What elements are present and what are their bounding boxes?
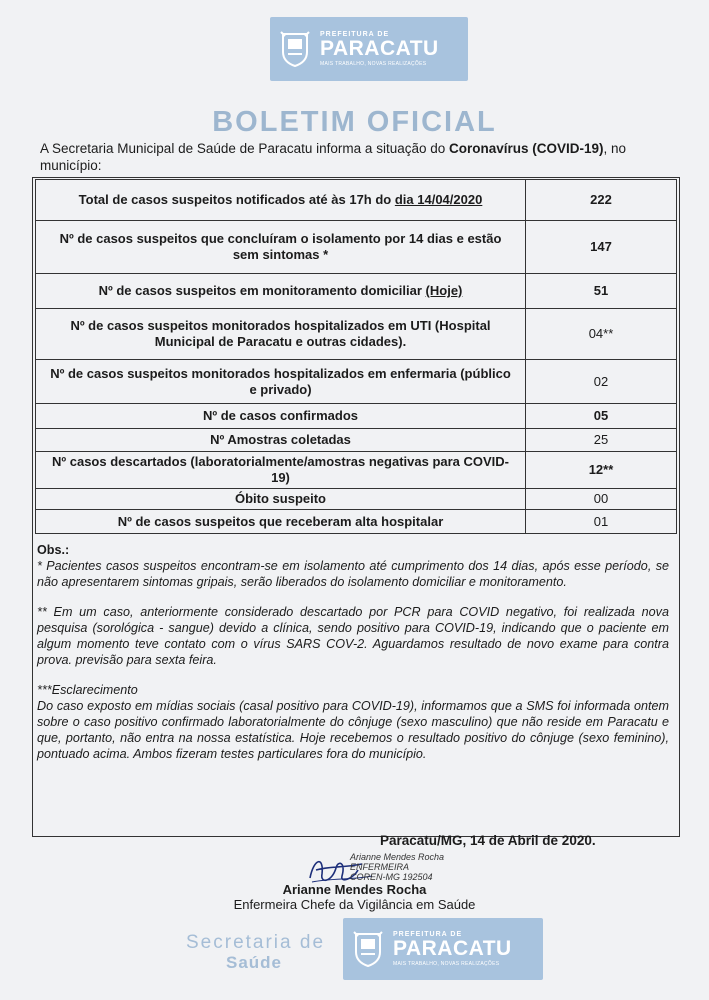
table-row: [36, 274, 677, 309]
row-value: 25: [526, 429, 677, 452]
stamp-role: ENFERMEIRA: [350, 862, 410, 872]
signer-name: Arianne Mendes Rocha: [282, 882, 427, 897]
coat-of-arms-icon: [278, 29, 312, 69]
row-value: 02: [526, 360, 677, 404]
row-label: [36, 180, 526, 221]
row-label-text: Nº de casos suspeitos monitorados hospitalizados em UTI (Hospital Municipal de Paracatu e outras cidades).: [70, 318, 491, 349]
obs-note-3-heading: ***Esclarecimento: [37, 683, 138, 697]
obs-note-2: ** Em um caso, anteriormente considerado descartado por PCR para COVID negativo, foi realizada nova pesquisa (sorológica - sangue) devido a clínica, sendo positivo para COVID-19, indicando que o paciente em algum momento teve contato com o vírus SARS COV-2. Aguardamos resultado de novo exame para contra prova. previsão para sexta feira.: [37, 605, 669, 667]
row-value: 05: [526, 404, 677, 429]
logo-prefix: PREFEITURA DE: [320, 31, 390, 38]
prefeitura-logo-top: [270, 17, 468, 81]
logo-city: PARACATU: [320, 37, 439, 60]
intro-text-end: , no município:: [40, 141, 627, 173]
row-value: 12**: [526, 452, 677, 489]
row-label: [36, 274, 526, 309]
row-label-underlined: dia 14/04/2020: [394, 192, 483, 207]
row-label-text: Nº de casos suspeitos em monitoramento domiciliar: [98, 283, 426, 298]
table-row: [36, 452, 677, 489]
row-value: 51: [526, 274, 677, 309]
row-label-text: Nº Amostras coletadas: [210, 432, 351, 447]
row-label: [36, 404, 526, 429]
table-row: [36, 510, 677, 534]
row-label: [36, 221, 526, 274]
obs-note-1: * Pacientes casos suspeitos encontram-se em isolamento até cumprimento dos 14 dias, após esse período, se não apresentarem sintomas gripais, serão liberados do isolamento domiciliar e monitoramento.: [37, 559, 669, 589]
table-row: [36, 309, 677, 360]
table-row: [36, 221, 677, 274]
table-row: [36, 489, 677, 510]
professional-stamp: [350, 852, 444, 882]
row-value: 222: [526, 180, 677, 221]
logo-slogan: MAIS TRABALHO, NOVAS REALIZAÇÕES: [393, 961, 500, 967]
intro-text: A Secretaria Municipal de Saúde de Paracatu informa a situação do: [40, 141, 449, 156]
secretaria-line1: Secretaria de: [186, 932, 326, 953]
row-label: [36, 510, 526, 534]
coat-of-arms-icon: [351, 929, 385, 969]
table-row: [36, 360, 677, 404]
row-label: [36, 452, 526, 489]
document-title: BOLETIM OFICIAL: [212, 106, 497, 138]
row-value: 01: [526, 510, 677, 534]
row-value: 00: [526, 489, 677, 510]
signer-role: Enfermeira Chefe da Vigilância em Saúde: [233, 897, 476, 912]
row-label: [36, 309, 526, 360]
row-label: [36, 360, 526, 404]
stamp-registration: COREN-MG 192504: [350, 872, 433, 882]
row-value: 04**: [526, 309, 677, 360]
row-label-text: Nº de casos confirmados: [202, 408, 359, 423]
obs-heading: Obs.:: [37, 543, 70, 557]
row-label-text: Total de casos suspeitos notificados até às 17h do: [78, 192, 395, 207]
intro-paragraph: [40, 140, 680, 174]
secretaria-saude-logo: [186, 933, 325, 973]
table-row: [36, 404, 677, 429]
row-label-text: Nº de casos suspeitos que concluíram o isolamento por 14 dias e estão sem sintomas *: [59, 231, 502, 262]
secretaria-line2: Saúde: [226, 953, 283, 972]
logo-slogan: MAIS TRABALHO, NOVAS REALIZAÇÕES: [320, 61, 427, 67]
intro-highlight: Coronavírus (COVID-19): [449, 141, 604, 156]
stamp-name: Arianne Mendes Rocha: [350, 852, 445, 862]
row-label: [36, 429, 526, 452]
row-label: [36, 489, 526, 510]
table-row: [36, 180, 677, 221]
row-label-text: Óbito suspeito: [235, 491, 326, 506]
obs-note-3: Do caso exposto em mídias sociais (casal positivo para COVID-19), informamos que a SMS foi informada ontem sobre o caso positivo confirmado laboratorialmente do cônjuge (sexo masculino) que não reside em Paracatu e que, portanto, não entra na nossa estatística. Hoje recebemos o resultado positivo do cônjuge (sexo feminino), pontuado acima. Ambos fizeram testes particulares fora do município.: [37, 699, 669, 761]
row-label-text: Nº casos descartados (laboratorialmente/amostras negativas para COVID-19): [51, 454, 510, 485]
row-value: 147: [526, 221, 677, 274]
prefeitura-logo-bottom: [343, 918, 543, 980]
row-label-text: Nº de casos suspeitos monitorados hospitalizados em enfermaria (público e privado): [50, 365, 511, 397]
row-label-underlined: (Hoje): [425, 283, 463, 298]
observations: [37, 542, 669, 776]
logo-city: PARACATU: [393, 937, 512, 960]
bulletin-table: [35, 179, 677, 534]
document-date: Paracatu/MG, 14 de Abril de 2020.: [380, 833, 596, 848]
table-row: [36, 429, 677, 452]
logo-prefix: PREFEITURA DE: [393, 931, 463, 938]
row-label-text: Nº de casos suspeitos que receberam alta hospitalar: [117, 513, 444, 529]
